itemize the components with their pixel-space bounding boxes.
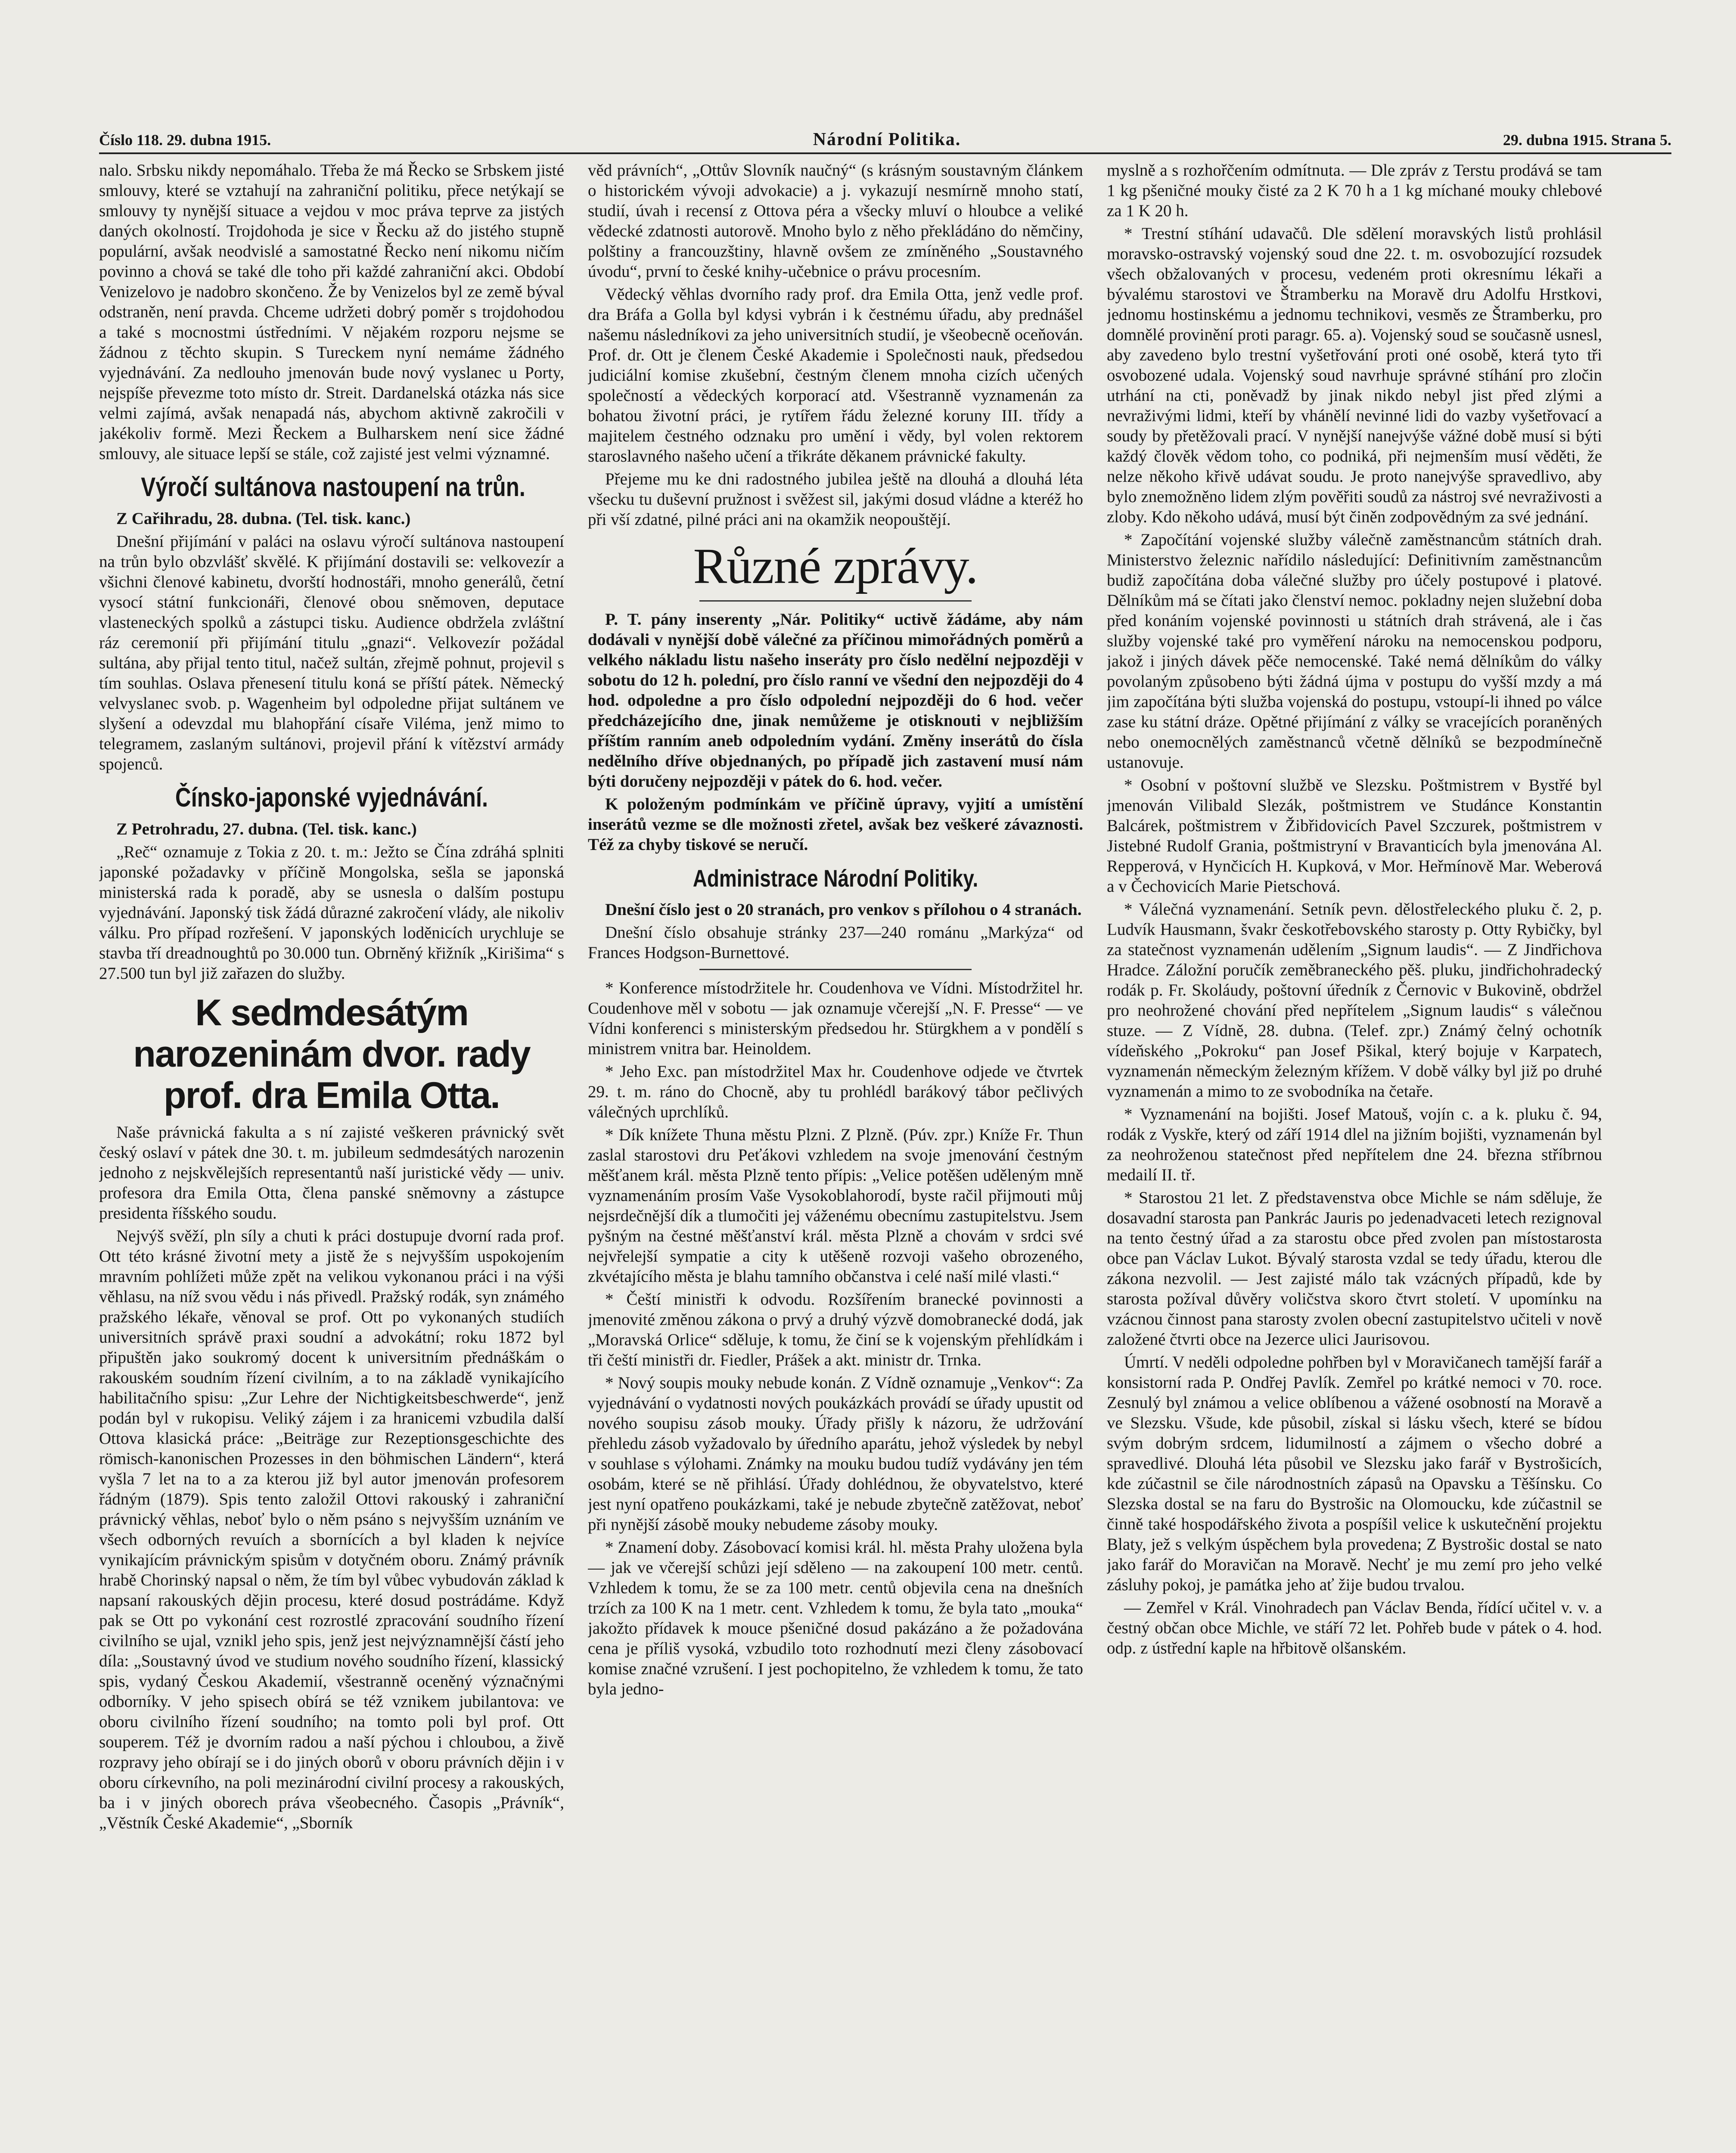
- article-text: Přejeme mu ke dni radostného jubilea ještě na dlouhá a dlouhá léta všecku tu duševní pružnost i svěžest sil, jakými dosud vládne a kteréž ho při vší zdatné, pilné práci ani na okamžik neopouštějí.: [588, 470, 1083, 529]
- dateline: Z Petrohradu, 27. dubna. (Tel. tisk. kanc.): [116, 820, 417, 838]
- issue-number: Číslo 118. 29. dubna 1915.: [99, 131, 271, 149]
- news-item: * Starostou 21 let. Z představenstva obce Michle se nám sděluje, že dosavadní starosta pan Pankrác Jauris po jedenadvaceti letech rezignoval na tento čestný úřad a za starostu obce před zvolen pan místostarosta obce pan Václav Lukot. Bývalý starosta vzdal se tedy úřadu, kterou dle zákona nezvolil. — Jest zajisté málo tak vzácných případů, kde by starosta požíval důvěry voličstva skoro čtvrt století. V upomínku na vzácnou činnost pana starosty zvolen obecní zastupitelstvo učiteli v nově založené čtvrti obce na Jezerce ulici Jaurisovou.: [1107, 1188, 1602, 1349]
- newspaper-title: Národní Politika.: [813, 130, 961, 149]
- notice-text: K položeným podmínkám ve příčině úpravy, vyjití a umístění inserátů vezme se dle možnosti zřetel, avšak bez veškeré závaznosti. Též za chyby tiskové se neručí.: [588, 795, 1083, 854]
- section-rule: [699, 600, 972, 602]
- news-item: * Válečná vyznamenání. Setník pevn. dělostřeleckého pluku č. 2, p. Ludvík Hausmann, švakr českotřebovského starosty p. Otty Rybičky, byl za statečnost vyznamenán udělením „Signum laudis“. — Z Jindřichova Hradce. Záložní poručík zeměbraneckého pěš. pluku, jindřichohradecký rodák p. Fr. Skoláudy, poštovní úředník z Černovic v Bukovině, obdržel pro neohrožené chování před nepřítelem „Signum laudis“ s válečnou stuze. — Z Vídně, 28. dubna. (Telef. zpr.) Známý čelný ochotník vídeňského „Pokroku“ pan Josef Pšikal, který bojuje v Karpatech, vyznamenán německým železným křížem. V době války byl již po druhé vyznamenán a mimo to ze svobodníka na četaře.: [1107, 900, 1602, 1101]
- news-item: * Vyznamenání na bojišti. Josef Matouš, vojín c. a k. pluku č. 94, rodák z Vyskře, který od září 1914 dlel na jižním bojišti, vyznamenán byl za neohroženou statečnost před nepřítelem dne 24. března stříbrnou medailí II. tř.: [1107, 1105, 1602, 1184]
- column-2: [588, 160, 1083, 2153]
- article-text: „Reč“ oznamuje z Tokia z 20. t. m.: Ježto se Čína zdráhá splniti japonské požadavky v příčině Mongolska, sešla se japonská ministerská rada k poradě, aby se usnesla o dalším postupu vyjednávání. Japonský tisk žádá důrazné zakročení vlády, ale nikoliv válku. Pro případ rozřešení. V japonských loděnicích urychluje se stavba tří dreadnoughtů po 30.000 tun. Obrněný křižník „Kirišima“ s 27.500 tun byl již zařazen do služby.: [99, 843, 564, 983]
- article-columns: [99, 160, 1671, 2153]
- column-1: [99, 160, 564, 2153]
- headline-sultan: Výročí sultánova nastoupení na trůn.: [141, 472, 525, 502]
- news-item: * Konference místodržitele hr. Coudenhova ve Vídni. Místodržitel hr. Coudenhove měl v sobotu — jak oznamuje včerejší „N. F. Presse“ — ve Vídni konferenci s ministerským předsedou hr. Stürgkhem a v pondělí s ministrem vnitra bar. Heinoldem.: [588, 979, 1083, 1058]
- news-item: myslně a s rozhořčením odmítnuta. — Dle zpráv z Terstu prodává se tam 1 kg pšeničné mouky čisté za 2 K 70 h a 1 kg míchané mouky chlebové za 1 K 20 h.: [1107, 161, 1602, 220]
- article-text: nalo. Srbsku nikdy nepomáhalo. Třeba že má Řecko se Srbskem jisté smlouvy, které se vztahují na zahraniční politiku, přece netýkají se smlouvy ty nynější situace a vejdou v moc práva teprve za jistých daných okolností. Trojdohoda je sice v Řecku až do jistého stupně populární, avšak neodvislé a samostatné Řecko není nikomu ničím povinno a chová se také dle toho při každé zahraniční akci. Období Venizelovo je nadobro skončeno. Že by Venizelos byl ze země býval odstraněn, není pravda. Chceme udržeti dobrý poměr s trojdohodou a také s mocnostmi ústředními. V nějakém rozporu nejsme se žádnou z těchto skupin. S Tureckem nyní nemáme žádného vyjednávání. Za nedlouho jmenován bude nový vyslanec u Porty, nejspíše převezme toto místo dr. Streit. Dardanelská otázka nás sice velmi zajímá, avšak nenapadá nás, abychom aktivně zakročili v jakékoliv formě. Mezi Řeckem a Bulharskem není sice žádné smlouvy, ale situace lepší se stále, což zajisté jest velmi významné.: [99, 161, 564, 463]
- news-item: * Dík knížete Thuna městu Plzni. Z Plzně. (Púv. zpr.) Kníže Fr. Thun zaslal starostovi dru Peťákovi vzhledem na svoje jmenování čestným měšťanem král. města Plzně tento přípis: „Velice potěšen uděleným mně vyznamenáním prosím Vaše Vysokoblahorodí, byste račil přijmouti můj nejsrdečnější dík a tlumočiti jej váženému obecnímu zastupitelstvu. Jsem pyšným na čestné měšťanství král. města Plzně a chovám v srdci své nejvřelejší sympatie a city k utěšeně rozvoji vašeho obrozeného, zkvétajícího města je blahu tamního občanstva i celé naší milé vlasti.“: [588, 1126, 1083, 1286]
- column-3: [1107, 160, 1602, 2153]
- article-text: Vědecký věhlas dvorního rady prof. dra Emila Otta, jenž vedle prof. dra Bráfa a Golla byl kdysi vybrán i k čestnému úřadu, aby prednášel našemu následníkovi za jeho universitních studií, je všeobecně oceňován. Prof. dr. Ott je členem České Akademie i Společnosti nauk, předsedou judiciální komise zkušební, čestným členem mnoha cizích učených společností a vědeckých korporací atd. Všestranně vyznamenán za bohatou životní práci, je rytířem řádu železné koruny III. třídy a majitelem čestného odznaku pro umění i vědy, byl volen rektorem staroslavného našeho učení a třikráte děkanem právnické fakulty.: [588, 285, 1083, 465]
- notice-text: P. T. pány inserenty „Nár. Politiky“ uctivě žádáme, aby nám dodávali v nynější době válečné za příčinou mimořádných poměrů a velkého nákladu listu našeho inseráty pro číslo nedělní nejpozději v sobotu do 12 h. polední, pro číslo ranní ve všední den nejpozději do 4 hod. odpoledne a pro číslo odpolední nejpozději do 6 hod. večer předcházejícího dne, jinak nemůžeme je otisknouti v nejbližším příštím ranním aneb odpoledním vydání. Změny inserátů do čísla nedělního dříve objednaných, po případě jich zastavení musí nám býti doručeny nejpozději v pátek do 6. hod. večer.: [588, 610, 1083, 791]
- issue-notice: Dnešní číslo jest o 20 stranách, pro venkov s přílohou o 4 stranách.: [605, 900, 1082, 919]
- advertiser-notice: [588, 609, 1083, 855]
- news-item: * Znamení doby. Zásobovací komisi král. hl. města Prahy uložena byla — jak ve včerejší schůzi její sděleno — na zakoupení 100 metr. centů. Vzhledem k tomu, že se za 100 metr. centů objevila cena na dnešních trzích za 100 K na 1 metr. cent. Vzhledem k tomu, že byla tato „mouka“ jakožto přídavek k mouce pšeničné dosud pakázáno a že požadována cena je příliš vysoká, vzbudilo toto rozhodnutí mezi členy zásobovací komise značné vzrušení. I jest pochopitelno, že vzhledem k tomu, že tato byla jedno-: [588, 1538, 1083, 1698]
- news-item: * Osobní v poštovní službě ve Slezsku. Poštmistrem v Bystřé byl jmenován Vilibald Slezák, poštmistrem ve Studánce Konstantin Balcárek, poštmistrem v Žibřidovicích Pavel Szczurek, poštmistrem v Jistebné Rudolf Grania, poštmistryní v Bravanticích byla jmenována Al. Repperová, v Hynčicích H. Kupková, v Mor. Heřmínově Mar. Weberová a v Čechovicích Marie Pietschová.: [1107, 776, 1602, 896]
- headline-ruzne-zpravy: Různé zprávy.: [693, 538, 978, 594]
- page-date-number: 29. dubna 1915. Strana 5.: [1503, 131, 1671, 149]
- article-text: Nejvýš svěží, pln síly a chuti k práci dostupuje dvorní rada prof. Ott této krásné životní mety a jistě že s nejvyšším uspokojením mravním pohlížeti může zpět na velikou vykonanou práci i na výši věhlasu, na níž svou vědu i nás přivedl. Pražský rodák, syn známého pražského lékaře, věnoval se prof. Ott po vykonaných studiích universitních správě praxi soudní a advokátní; roku 1872 byl připuštěn jako soukromý docent k universitním přednáškám o rakouském soudním řízení civilním, a to na základě vynikajícího habilitačního spisu: „Zur Lehre der Nichtigkeitsbeschwerde“, jenž podán byl v rukopisu. Veliký zájem i za hranicemi vzbudila další Ottova klasická práce: „Beiträge zur Rezeptionsgeschichte des römisch-kanonischen Prozesses in den böhmischen Ländern“, která vyšla 7 let na to a za kterou již byl autor jmenován profesorem řádným (1879). Spis tento založil Ottovi rakouský i zahraniční právnický věhlas, neboť bylo o něm psáno s nejvyšším uznáním ve všech odborných revuích a sbornících a byl kladen k nejvíce vynikajícím právnickým spisům v dotyčném oboru. Známý právník hrabě Chorinský napsal o něm, že tím byl vůbec vybudován základ k napsaní rakouských dějin procesu, které dosud postrádáme. Když pak se Ott po vykonání cest rozrostlé zpracování soudního řízení civilního se ujal, vznikl jeho spis, jenž jest nejvýznamnější částí jeho díla: „Soustavný úvod ve studium nového soudního řízení, klassický spis, vydaný Českou Akademií, všestranně oceněný význačnými odborníky. V jeho spisech obírá se též vznikem jubilantova: ve oboru civilního řízení soudního; na tomto poli byl prof. Ott souperem. Též je dvorním radou a naší pýchou i chloubou, a živě rozpravy jeho obírají se i do jiných oborů v oboru právních dějin i v oboru církevního, na poli mezinárodní civilní procesy a rakouských, ba i v jiných oborech práva všeobecného. Časopis „Právník“, „Věstník České Akademie“, „Sborník: [99, 1227, 564, 1832]
- article-text: Dnešní číslo obsahuje stránky 237—240 románu „Markýza“ od Frances Hodgson-Burnettové.: [588, 923, 1083, 962]
- section-rule: [699, 969, 972, 970]
- news-item: * Nový soupis mouky nebude konán. Z Vídně oznamuje „Venkov“: Za vyjednávání o vydatnosti nových poukázkách provádí se úřady upustit od nového soupisu zásob mouky. Úřady přišly k názoru, že udržování přehledu zásob vyžadovalo by úředního aparátu, jehož výsledek by nebyl v souhlase s výlohami. Známky na mouku budou tudíž vydávány jen tém osobám, které se ně přihlásí. Úřady dohlédnou, že obyvatelstvo, které jest nyní opatřeno poukázkami, také je nebude zbytečně zatěžovat, neboť při nynější zásobě mouky nebudeme zásoby mouky.: [588, 1374, 1083, 1534]
- news-item: * Trestní stíhání udavačů. Dle sdělení moravských listů prohlásil moravsko-ostravský vojenský soud dne 22. t. m. osvobozující rozsudek všech obžalovaných v procesu, vedeném proti okresnímu lékaři a bývalému starostovi ve Štramberku na Moravě dru Adolfu Hrstkovi, jednomu hostinskému a jednomu technikovi, vesměs ze Štramberku, pro domnělé provinění proti paragr. 65. a). Vojenský soud se současně usnesl, aby zavedeno bylo trestní vyšetřování proti oné osobě, která tyto tři osvobozené udala. Vojenský soud navrhuje správné stíhání pro zločin utrhání na cti, poněvadž by jinak nikdo nebyl jist před zlými a nevraživými lidmi, kteří by vhánělí nevinné lidi do vazby vyšetřovací a soudy by přetěžovali prací. V nynější nanejvýše vážné době musí si býti každý člověk vědom toho, co podniká, při nejmenším musí věděti, že nelze někoho křivě udávat soudu. Je proto nanejvýše spravedlivo, aby bylo znemožněno lidem zlým pověřiti soudů za nástroj své nevraživosti a zloby. Kdo někoho udává, musí být činěn zodpovědným za své jednání.: [1107, 224, 1602, 526]
- dateline: Z Cařihradu, 28. dubna. (Tel. tisk. kanc.): [116, 509, 411, 528]
- article-text: věd právních“, „Ottův Slovník naučný“ (s krásným soustavným článkem o historickém vývoji advokacie) a j. vykazují nesmírně mnoho statí, studií, úvah i recensí z Ottova péra a všecky mluví o hloubce a veliké vědecké zdatnosti autorově. Mnoho bylo z něho překládáno do němčiny, polštiny a francouzštiny, hlavně ovšem ze zmíněného „Soustavného úvodu“, první to české knihy-učebnice o právu procesním.: [588, 161, 1083, 281]
- headline-emil-ott: K sedmdesátým narozeninám dvor. rady prof. dra Emila Otta.: [133, 992, 530, 1116]
- news-item: * Započítání vojenské služby válečně zaměstnancům státních drah. Ministerstvo železnic nařídilo následující: Definitivním zaměstnancům budiž započítána doba válečné služby pro účely postupové i platové. Dělníkům má se čítati jako členství nemoc. pokladny nejen služební doba před konáním vojenské povinnosti u státních drah strávená, ale i čas služby vojenské také pro vyměření nároku na nemocenskou podporu, jakož i jiných dávek pěče nemocenské. Také nemá dělníkům do války povolaným způsobeno býti žádná újma v postupu do vyšší mzdy a má jim započítána býti služba vojenská do postupu, vstoupí-li ihned po válce zase ku státní dráze. Opětné přijímání z války se vracejících poraněných nebo onemocnělých zaměstnanců včetně dělníků se bezpodmínečně ustanovuje.: [1107, 530, 1602, 772]
- headline-china-japan: Čínsko-japonské vyjednávání.: [175, 783, 488, 813]
- news-item: * Jeho Exc. pan místodržitel Max hr. Coudenhove odjede ve čtvrtek 29. t. m. ráno do Chocně, aby tu prohlédl barákový tábor pečlivých válečných uprchlíků.: [588, 1062, 1083, 1121]
- news-item: — Zemřel v Král. Vinohradech pan Václav Benda, řídící učitel v. v. a čestný občan obce Michle, ve stáří 72 let. Pohřeb bude v pátek o 4. hod. odp. z ústřední kaple na hřbitově olšanském.: [1107, 1598, 1602, 1657]
- article-text: Dnešní přijímání v paláci na oslavu výročí sultánova nastoupení na trůn bylo obzvlášť skvělé. K přijímání dostavili se: velkovezír a všichni členové kabinetu, dvorští hodnostáři, mnoho generálů, četní vysocí státní funkcionáři, členové obou sněmoven, deputace vlasteneckých spolků a zástupci tisku. Audience obdržela zvláštní ráz ceremonií při přijímání titulu „gnazi“. Velkovezír požádal sultána, aby přijal tento titul, načež sultán, zřejmě pohnut, projevil s tím souhlas. Oslava přenesení titulu koná se příští pátek. Německý velvyslanec svob. p. Wagenheim byl odpoledne přijat sultánem ve slyšení a odevzdal mu blahopřání císaře Viléma, jenž mimo to telegramem, zaslaným sultánovi, projevil přání k vítězství armády spojenců.: [99, 532, 564, 773]
- headline-administrace: Administrace Národní Politiky.: [693, 865, 978, 892]
- news-item: Úmrtí. V neděli odpoledne pohřben byl v Moravičanech tamější farář a konsistorní rada P. Ondřej Pavlík. Zemřel po krátké nemoci v 70. roce. Zesnulý byl známou a velice oblíbenou a vážené osobností na Moravě a ve Slezsku. Všude, kde působil, získal si lásku všech, které se bídou svým dobrým srdcem, lidumilností a zájmem o všecho dobré a spravedlivé. Dlouhá léta působil ve Slezsku jako farář v Bystrošicích, kde zúčastnil se čile národnostních zápasů na Opavsku a Těšínsku. Co Slezska dostal se na faru do Bystrošic na Olomoucku, kde zúčastnil se činně také hospodářského života a pospíšil velice k uskutečnění projektu Blaty, jež s velkým úspěchem byla provedena; Z Bystrošic dostal se nato jako farář do Moravičan na Moravě. Nechť je mu zemí pro jeho velké zásluhy pokoj, je památka jeho ať žije budou trvalou.: [1107, 1353, 1602, 1594]
- article-text: Naše právnická fakulta a s ní zajisté veškeren právnický svět český oslaví v pátek dne 30. t. m. jubileum sedmdesátých narozenin jednoho z nejskvělejších representantů naší juristické vědy — univ. profesora dra Emila Otta, člena panské sněmovny a zástupce presidenta říšského soudu.: [99, 1123, 564, 1222]
- masthead: [99, 129, 1671, 154]
- news-item: * Čeští ministři k odvodu. Rozšířením branecké povinnosti a jmenovité změnou zákona o prvý a druhý výzvě domobranecké dodá, jak „Moravská Orlice“ sděluje, k tomu, že činí se k vojenským přehlídkám i tři čeští ministři dr. Fiedler, Prášek a akt. ministr dr. Trnka.: [588, 1290, 1083, 1369]
